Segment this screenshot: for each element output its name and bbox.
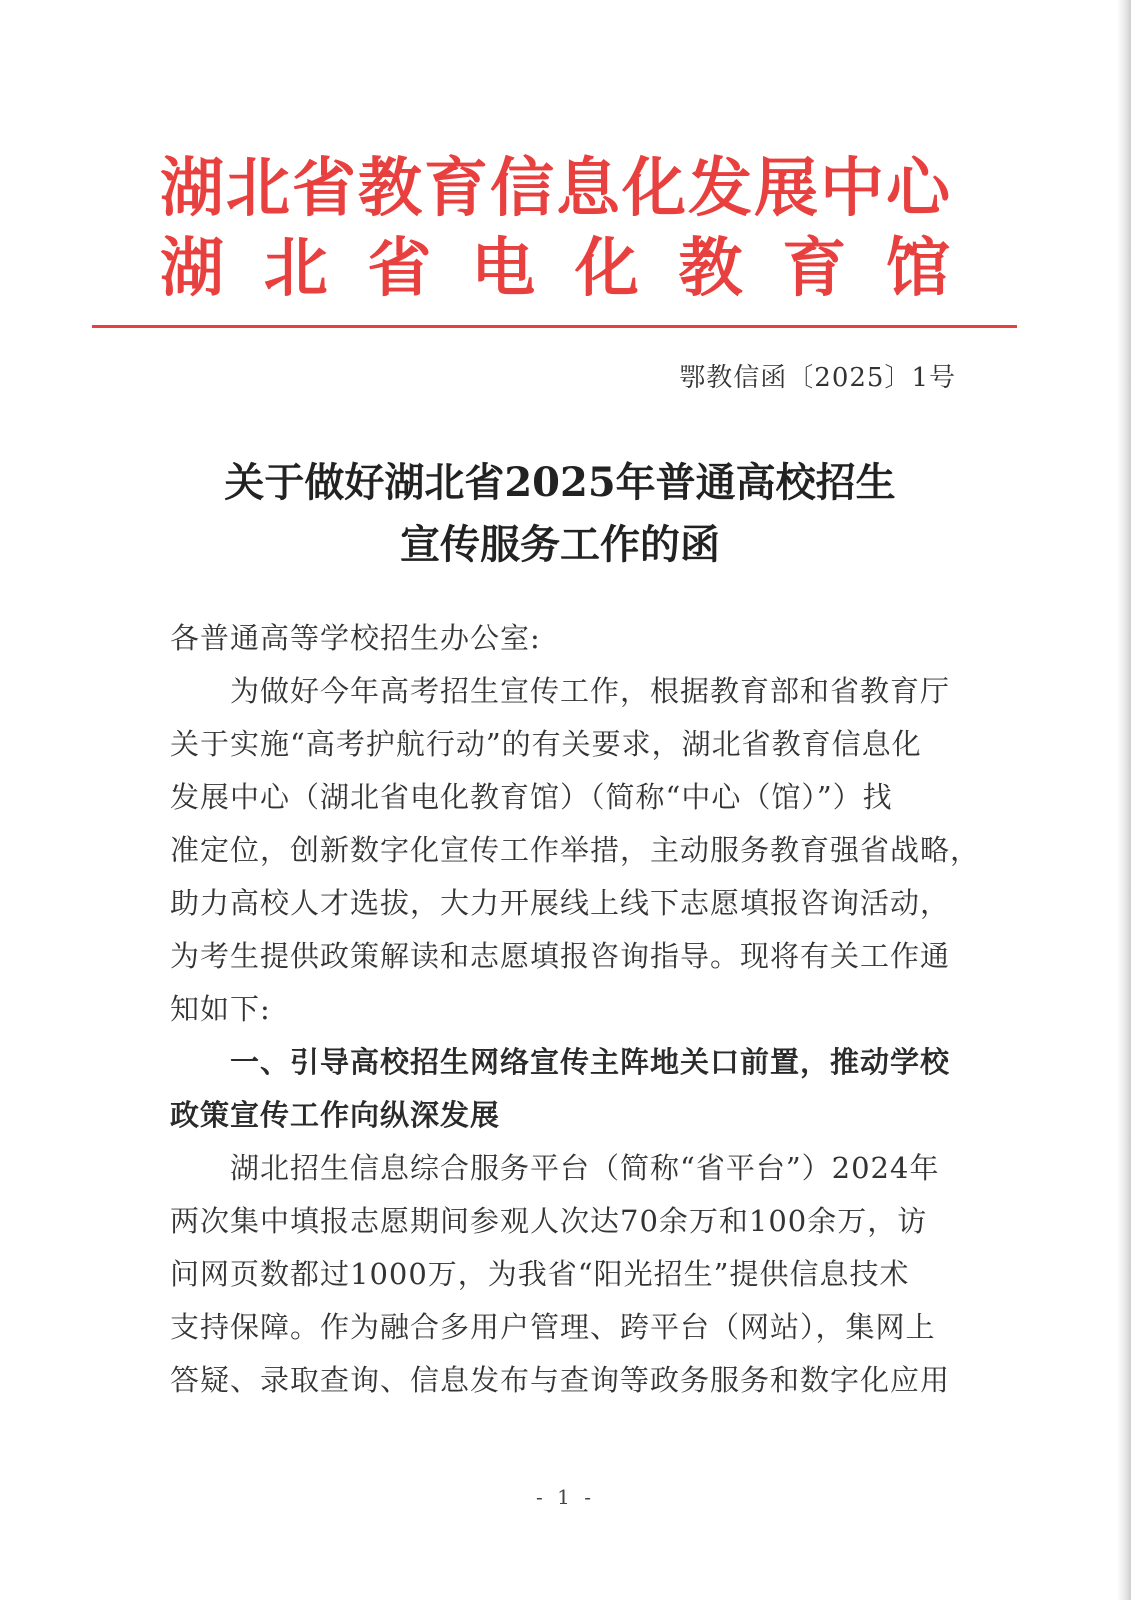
issuer-char: 教: [678, 232, 743, 306]
body-line: 助力高校人才选拔，大力开展线上线下志愿填报咨询活动，: [170, 886, 951, 920]
issuer-char: 省: [367, 232, 432, 306]
issuer-char: 电: [471, 232, 536, 306]
issuer-char: 北: [263, 232, 328, 306]
section-line: 湖北招生信息综合服务平台（简称“省平台”）2024年: [170, 1151, 940, 1185]
section-heading-line-1: 一、引导高校招生网络宣传主阵地关口前置，推动学校: [170, 1045, 951, 1079]
red-header-rule: [92, 325, 1017, 328]
document-number: 鄂教信函〔2025〕1号: [679, 363, 956, 393]
issuer-char: 湖: [160, 232, 224, 306]
body-line: 为考生提供政策解读和志愿填报咨询指导。现将有关工作通: [170, 939, 951, 973]
body-line: 准定位，创新数字化宣传工作举措，主动服务教育强省战略，: [170, 833, 981, 867]
section-line: 支持保障。作为融合多用户管理、跨平台（网站），集网上: [170, 1310, 936, 1344]
issuer-name-line-1: 湖北省教育信息化发展中心: [160, 152, 952, 226]
issuer-char: 馆: [885, 232, 950, 306]
issuer-char: 育: [782, 232, 847, 306]
document-title-line-1: 关于做好湖北省2025年普通高校招生: [224, 459, 896, 506]
section-line: 答疑、录取查询、信息发布与查询等政务服务和数字化应用: [170, 1363, 951, 1397]
issuer-char: 化: [574, 232, 639, 306]
salutation: 各普通高等学校招生办公室:: [170, 621, 541, 655]
issuer-name-line-2: [160, 230, 950, 308]
body-line: 关于实施“高考护航行动”的有关要求，湖北省教育信息化: [170, 727, 922, 761]
page-number: - 1 -: [536, 1485, 595, 1509]
scan-edge-shadow: [1117, 0, 1131, 1600]
body-line: 为做好今年高考招生宣传工作，根据教育部和省教育厅: [170, 674, 951, 708]
body-line: 发展中心（湖北省电化教育馆）（简称“中心（馆）”）找: [170, 780, 893, 814]
body-line: 知如下:: [170, 992, 271, 1026]
section-line: 两次集中填报志愿期间参观人次达70余万和100余万，访: [170, 1204, 928, 1238]
section-line: 问网页数都过1000万，为我省“阳光招生”提供信息技术: [170, 1257, 910, 1291]
section-heading-line-2: 政策宣传工作向纵深发展: [170, 1098, 501, 1132]
document-title-line-2: 宣传服务工作的函: [400, 521, 720, 568]
letter-body: [170, 612, 981, 1407]
